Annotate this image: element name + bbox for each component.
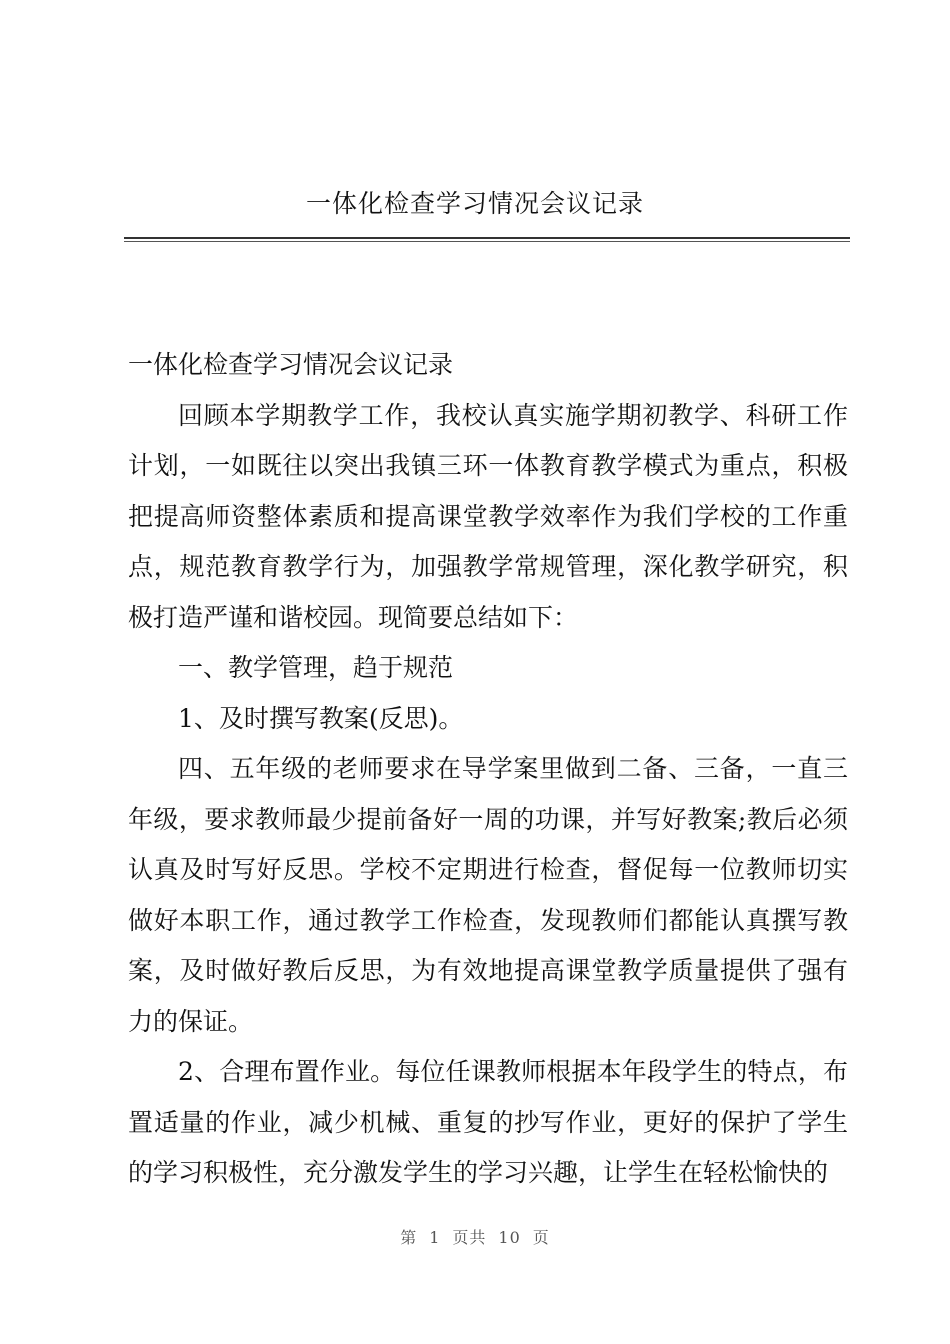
- footer-middle: 页共: [452, 1228, 487, 1247]
- page-footer: [0, 1225, 950, 1248]
- footer-current-page: 1: [429, 1228, 441, 1247]
- paragraph-intro: 回顾本学期教学工作，我校认真实施学期初教学、科研工作计划，一如既往以突出我镇三环一体教育教学模式为重点，积极把提高师资整体素质和提高课堂教学效率作为我们学校的工作重点，规范教育教学行为，加强教学常规管理，深化教学研究，积极打造严谨和谐校园。现简要总结如下：: [128, 400, 848, 632]
- paragraph-homework: 2、合理布置作业。每位任课教师根据本年段学生的特点，布置适量的作业，减少机械、重复的抄写作业，更好的保护了学生的学习积极性，充分激发学生的学习兴趣，让学生在轻松愉快的: [128, 1057, 848, 1187]
- paragraph-lesson-plans: 四、五年级的老师要求在导学案里做到二备、三备，一直三年级，要求教师最少提前备好一周的功课，并写好教案;教后必须认真及时写好反思。学校不定期进行检查，督促每一位教师切实做好本职工作，通过教学工作检查，发现教师们都能认真撰写教案，及时做好教后反思，为有效地提高课堂教学质量提供了强有力的保证。: [128, 754, 848, 1036]
- section-heading-1: 一、教学管理，趋于规范: [178, 653, 454, 682]
- page-header-title: 一体化检查学习情况会议记录: [305, 189, 644, 218]
- item-heading-1: 1、及时撰写教案(反思)。: [178, 703, 464, 733]
- footer-suffix: 页: [532, 1228, 550, 1247]
- document-heading: 一体化检查学习情况会议记录: [128, 350, 454, 379]
- header-rule-thick: [124, 237, 850, 239]
- document-body: [128, 340, 848, 1199]
- footer-total-pages: 10: [498, 1228, 521, 1247]
- footer-prefix: 第: [400, 1228, 418, 1247]
- header-rule-thin: [124, 241, 850, 242]
